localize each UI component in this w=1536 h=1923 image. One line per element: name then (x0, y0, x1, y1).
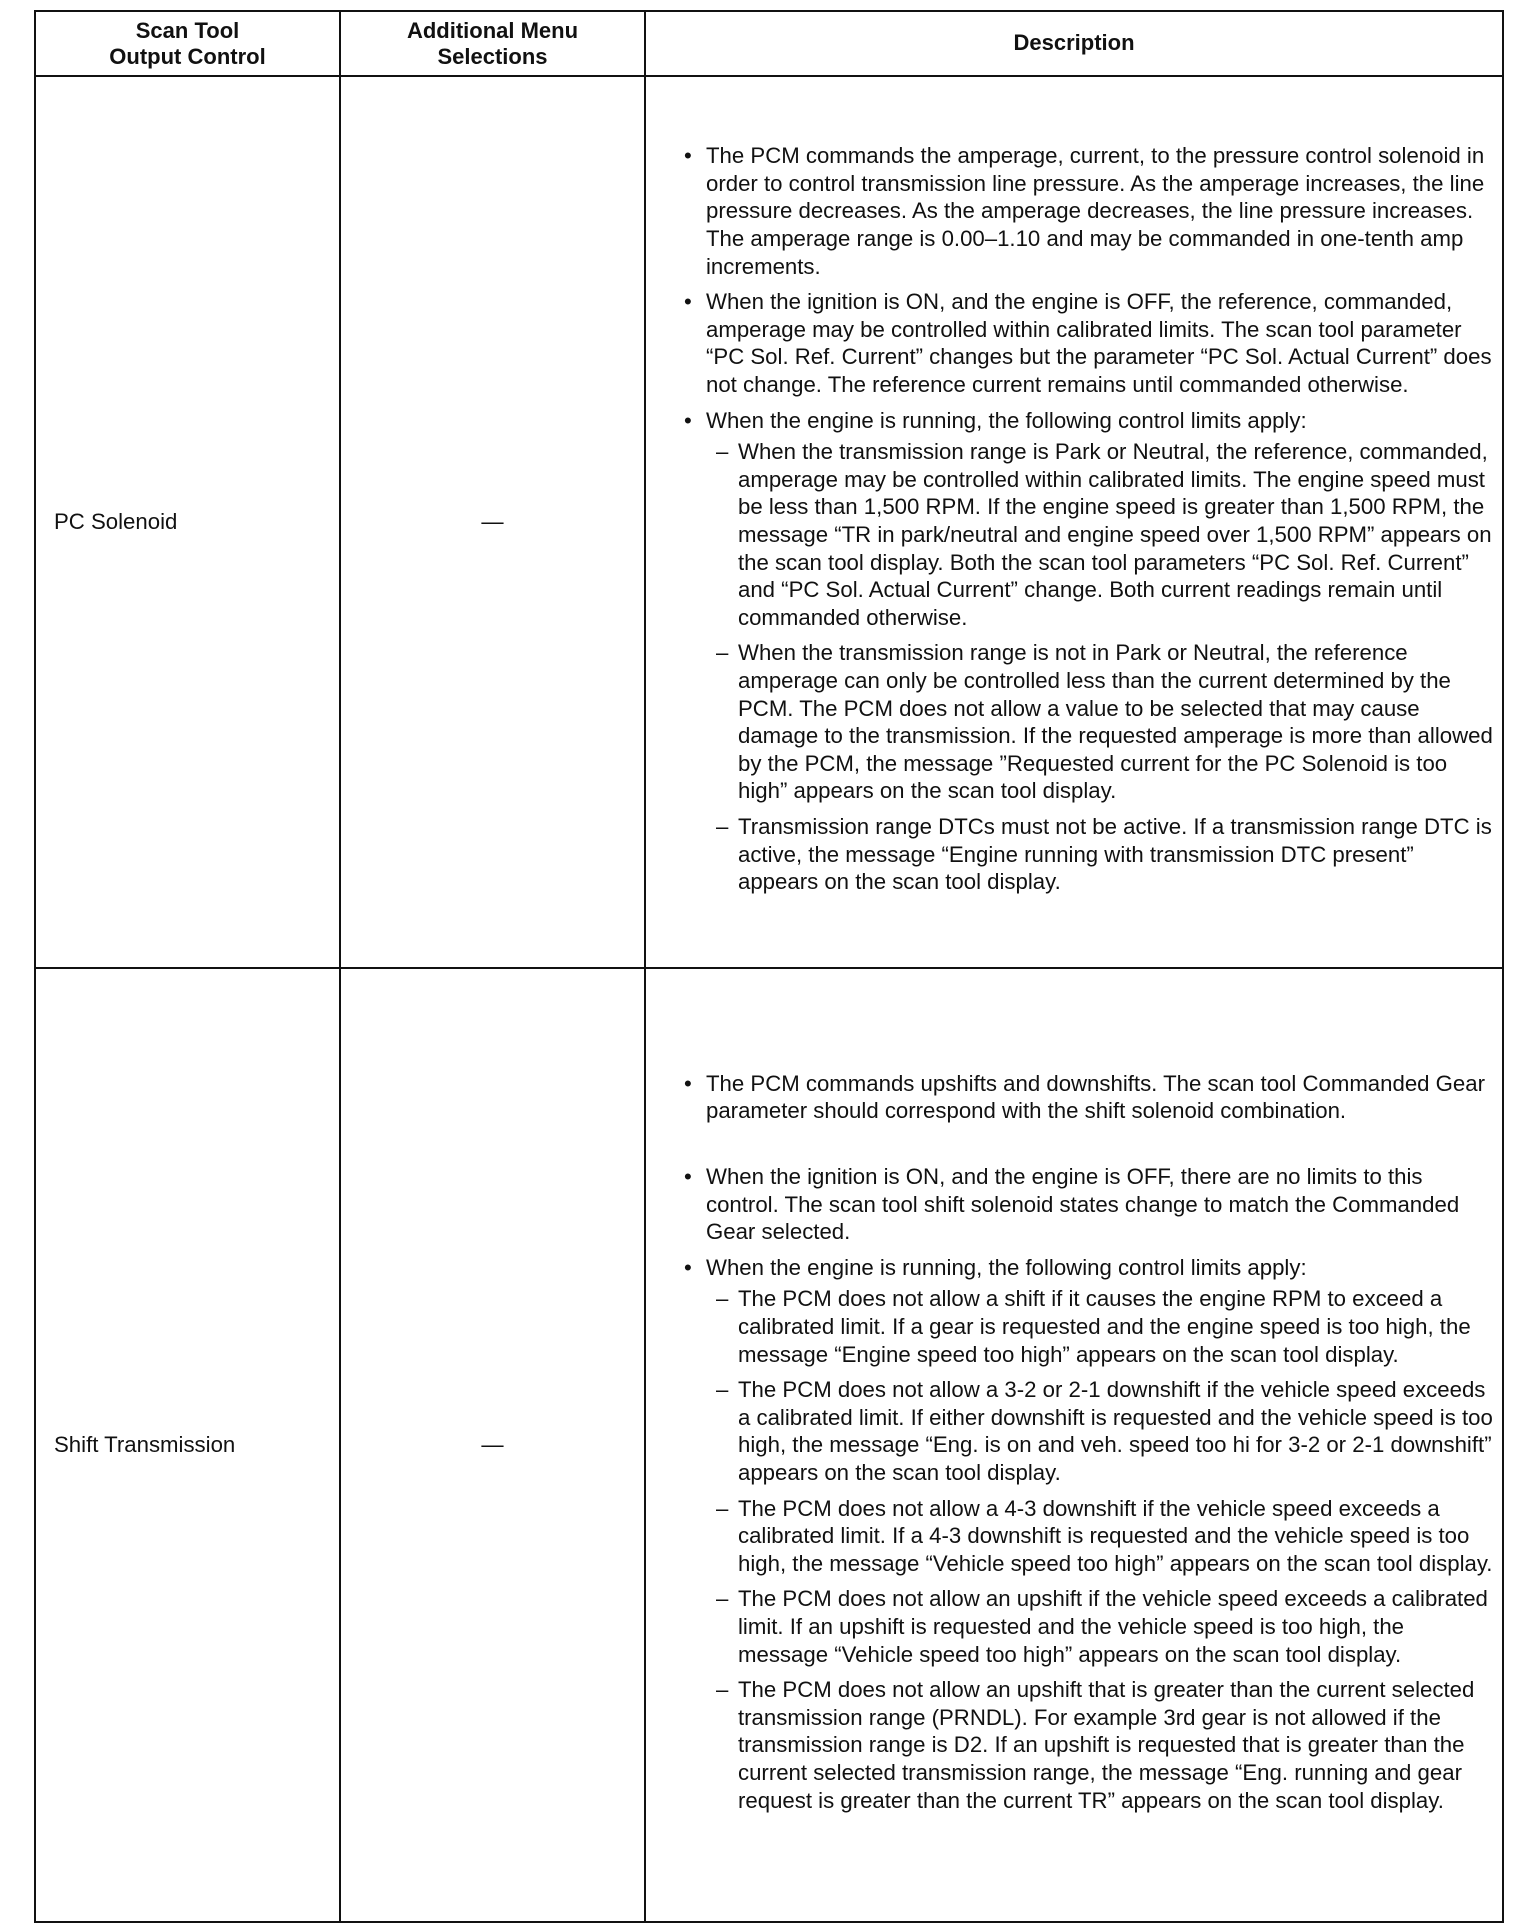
description-bullet-list (684, 142, 1494, 895)
sub-item-list (706, 438, 1494, 896)
sub-item: – When the transmission range is Park or Neutral, the reference, commanded, amperage may be controlled within calibrated limits. The engine speed must be less than 1,500 RPM. If the engine speed is greater than 1,500 RPM, the message “TR in park/neutral and engine speed over 1,500 RPM” appears on the scan tool display. Both the scan tool parameters “PC Sol. Ref. Current” and “PC Sol. Actual Current” change. Both current readings remain until commanded otherwise. (706, 438, 1494, 631)
sub-item: – The PCM does not allow a shift if it causes the engine RPM to exceed a calibrated limit. If a gear is requested and the engine speed is too high, the message “Engine speed too high” appears on the scan tool display. (706, 1285, 1494, 1368)
header-col2-line1: Additional Menu (406, 18, 579, 43)
header-description: Description (645, 11, 1503, 76)
sub-item: – The PCM does not allow an upshift if the vehicle speed exceeds a calibrated limit. If an upshift is requested and the vehicle speed is too high, the message “Vehicle speed too high” appears on the scan tool display. (706, 1585, 1494, 1668)
document-page (34, 10, 1502, 1923)
table-header-row (35, 11, 1503, 76)
bullet-item (684, 1163, 1494, 1246)
bullet-text: When the engine is running, the following control limits apply: (706, 1254, 1307, 1280)
table-row-shift-transmission (35, 968, 1503, 1922)
bullet-item (684, 142, 1494, 280)
bullet-item (684, 288, 1494, 398)
bullet-text: When the ignition is ON, and the engine is OFF, the reference, commanded, amperage may be controlled within calibrated limits. The scan tool parameter “PC Sol. Ref. Current” changes but the parameter “PC Sol. Actual Current” does not change. The reference current remains until commanded otherwise. (706, 289, 1492, 398)
header-additional-menu-selections (340, 11, 645, 76)
sub-item: – The PCM does not allow a 3-2 or 2-1 downshift if the vehicle speed exceeds a calibrated limit. If either downshift is requested and the vehicle speed is too high, the message “Eng. is on and veh. speed too hi for 3-2 or 2-1 downshift” appears on the scan tool display. (706, 1376, 1494, 1486)
sub-item-list (706, 1285, 1494, 1814)
header-col1-line2: Output Control (109, 44, 266, 69)
header-col2-line2: Selections (437, 44, 548, 69)
bullet-text: The PCM commands the amperage, current, to the pressure control solenoid in order to control transmission line pressure. As the amperage increases, the line pressure decreases. As the amperage decreases, the line pressure increases. The amperage range is 0.00–1.10 and may be commanded in one-tenth amp increments. (706, 143, 1485, 279)
sub-item: – Transmission range DTCs must not be active. If a transmission range DTC is active, the message “Engine running with transmission DTC present” appears on the scan tool display. (706, 813, 1494, 896)
header-scan-tool-output-control (35, 11, 340, 76)
bullet-item (684, 1070, 1494, 1125)
table-row-pc-solenoid (35, 76, 1503, 968)
sub-item: – When the transmission range is not in Park or Neutral, the reference amperage can only be controlled less than the current determined by the PCM. The PCM does not allow a value to be selected that may cause damage to the transmission. If the requested amperage is more than allowed by the PCM, the message ”Requested current for the PC Solenoid is too high” appears on the scan tool display. (706, 639, 1494, 805)
description-cell (645, 76, 1503, 968)
description-cell (645, 968, 1503, 1922)
header-col1-line1: Scan Tool (135, 18, 240, 43)
bullet-text: When the ignition is ON, and the engine is OFF, there are no limits to this control. The scan tool shift solenoid states change to match the Commanded Gear selected. (706, 1164, 1460, 1245)
sub-item: – The PCM does not allow a 4-3 downshift if the vehicle speed exceeds a calibrated limit. If a 4-3 downshift is requested and the vehicle speed is too high, the message “Vehicle speed too high” appears on the scan tool display. (706, 1495, 1494, 1578)
bullet-text: When the engine is running, the following control limits apply: (706, 407, 1307, 433)
menu-selection-cell: — (340, 968, 645, 1922)
bullet-item (684, 407, 1494, 896)
bullet-item (684, 1254, 1494, 1814)
control-name-cell: Shift Transmission (35, 968, 340, 1922)
menu-selection-cell: — (340, 76, 645, 968)
scan-tool-output-control-table (34, 10, 1504, 1923)
sub-item: – The PCM does not allow an upshift that is greater than the current selected transmission range (PRNDL). For example 3rd gear is not allowed if the transmission range is D2. If an upshift is requested that is greater than the current selected transmission range, the message “Eng. running and gear request is greater than the current TR” appears on the scan tool display. (706, 1676, 1494, 1814)
description-bullet-list (684, 1070, 1494, 1814)
control-name-cell: PC Solenoid (35, 76, 340, 968)
bullet-text: The PCM commands upshifts and downshifts. The scan tool Commanded Gear parameter should correspond with the shift solenoid combination. (706, 1070, 1485, 1124)
